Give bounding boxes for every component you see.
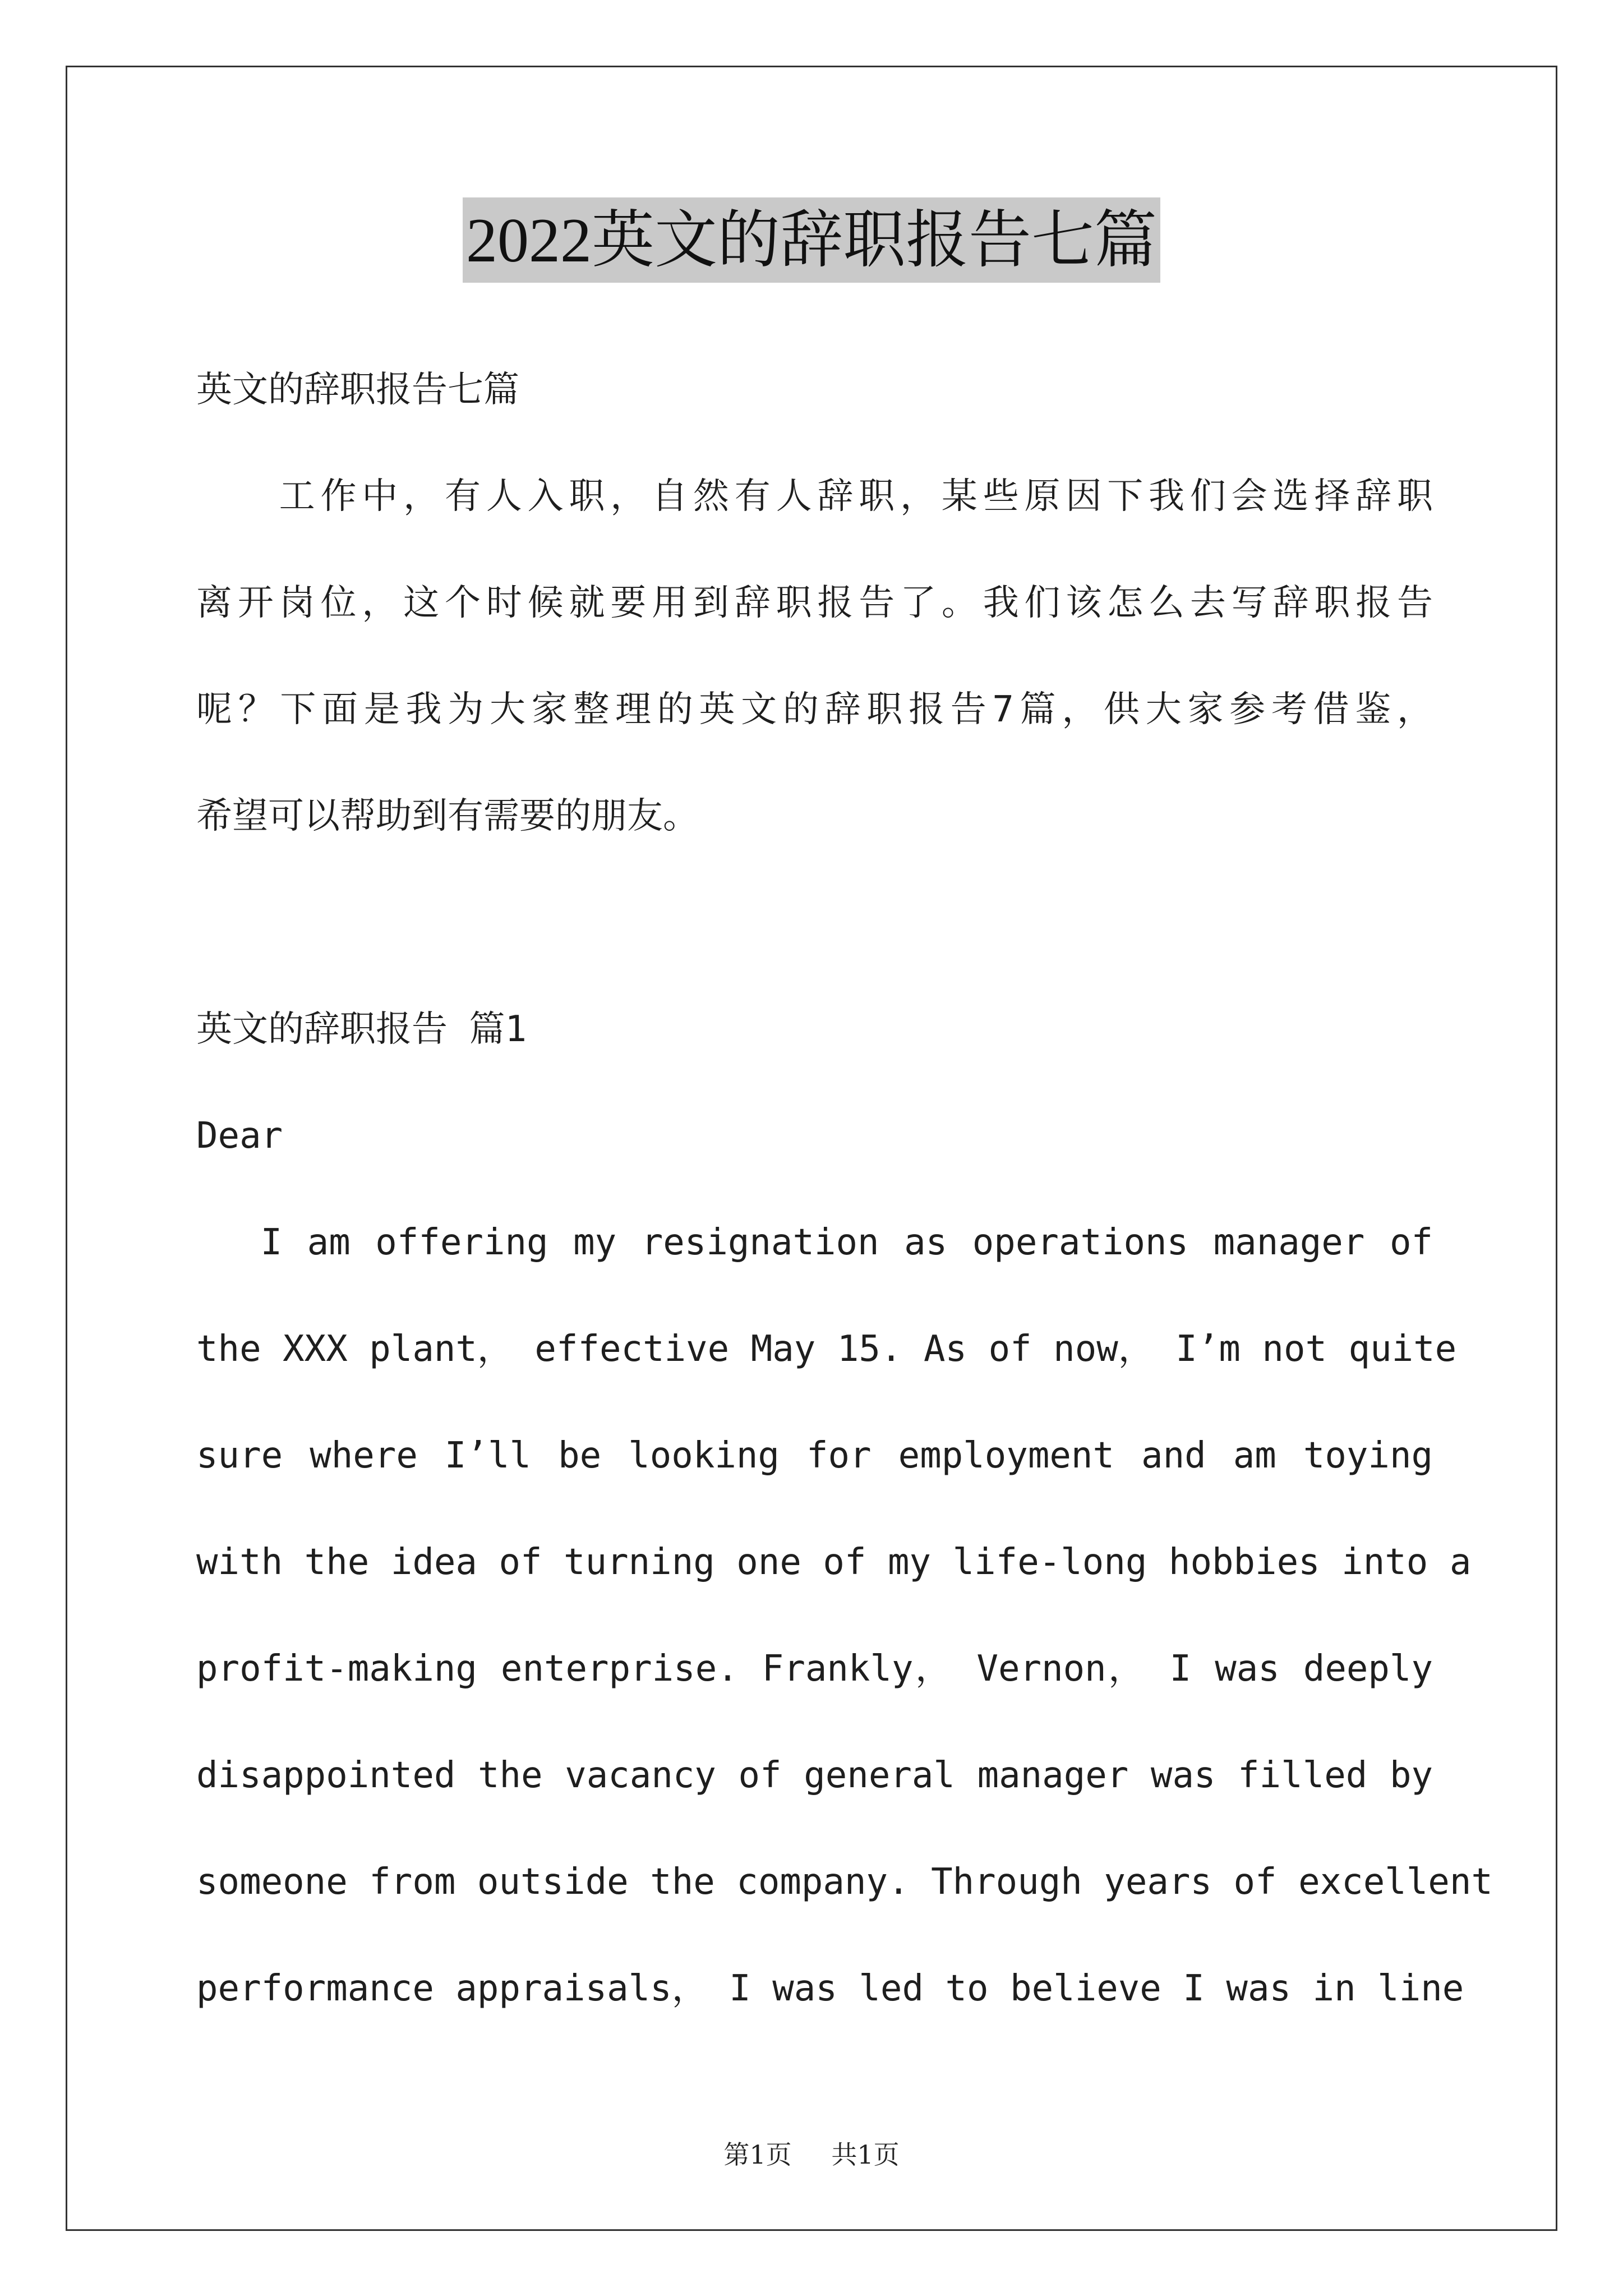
page-footer [0,2134,1623,2171]
letter-line-6: disappointed the vacancy of general manager was filled by [196,1755,1433,1796]
document-subtitle: 英文的辞职报告七篇 [196,369,519,411]
paragraph-gap [196,869,1433,976]
document-body [196,337,1493,2042]
letter-line-7: someone from outside the company. Through years of excellent [196,1861,1493,1903]
intro-line-1: 工作中，有人入职，自然有人辞职，某些原因下我们会选择辞职 [196,476,1433,517]
intro-line-4: 希望可以帮助到有需要的朋友。 [196,795,699,837]
letter-line-1: I am offering my resignation as operations manager of [196,1222,1433,1263]
intro-line-2: 离开岗位，这个时候就要用到辞职报告了。我们该怎么去写辞职报告 [196,582,1433,624]
intro-line-3: 呢？下面是我为大家整理的英文的辞职报告7篇，供大家参考借鉴， [196,689,1433,730]
document-title: 2022英文的辞职报告七篇 [463,197,1160,283]
letter-line-5: profit-making enterprise. Frankly， Vernon， I was deeply [196,1648,1433,1690]
letter-line-3: sure where I’ll be looking for employment and am toying [196,1435,1433,1476]
letter-line-2: the XXX plant， effective May 15. As of now， I’m not quite [196,1328,1457,1370]
page-number-current: 第1页 [723,2139,792,2170]
section-heading: 英文的辞职报告 篇1 [196,1009,527,1050]
letter-line-8: performance appraisals， I was led to believe I was in line [196,1968,1464,2009]
title-container [0,197,1623,283]
page-number-total: 共1页 [831,2139,900,2170]
letter-salutation: Dear [196,1115,283,1157]
letter-line-4: with the idea of turning one of my life-long hobbies into a [196,1542,1472,1583]
